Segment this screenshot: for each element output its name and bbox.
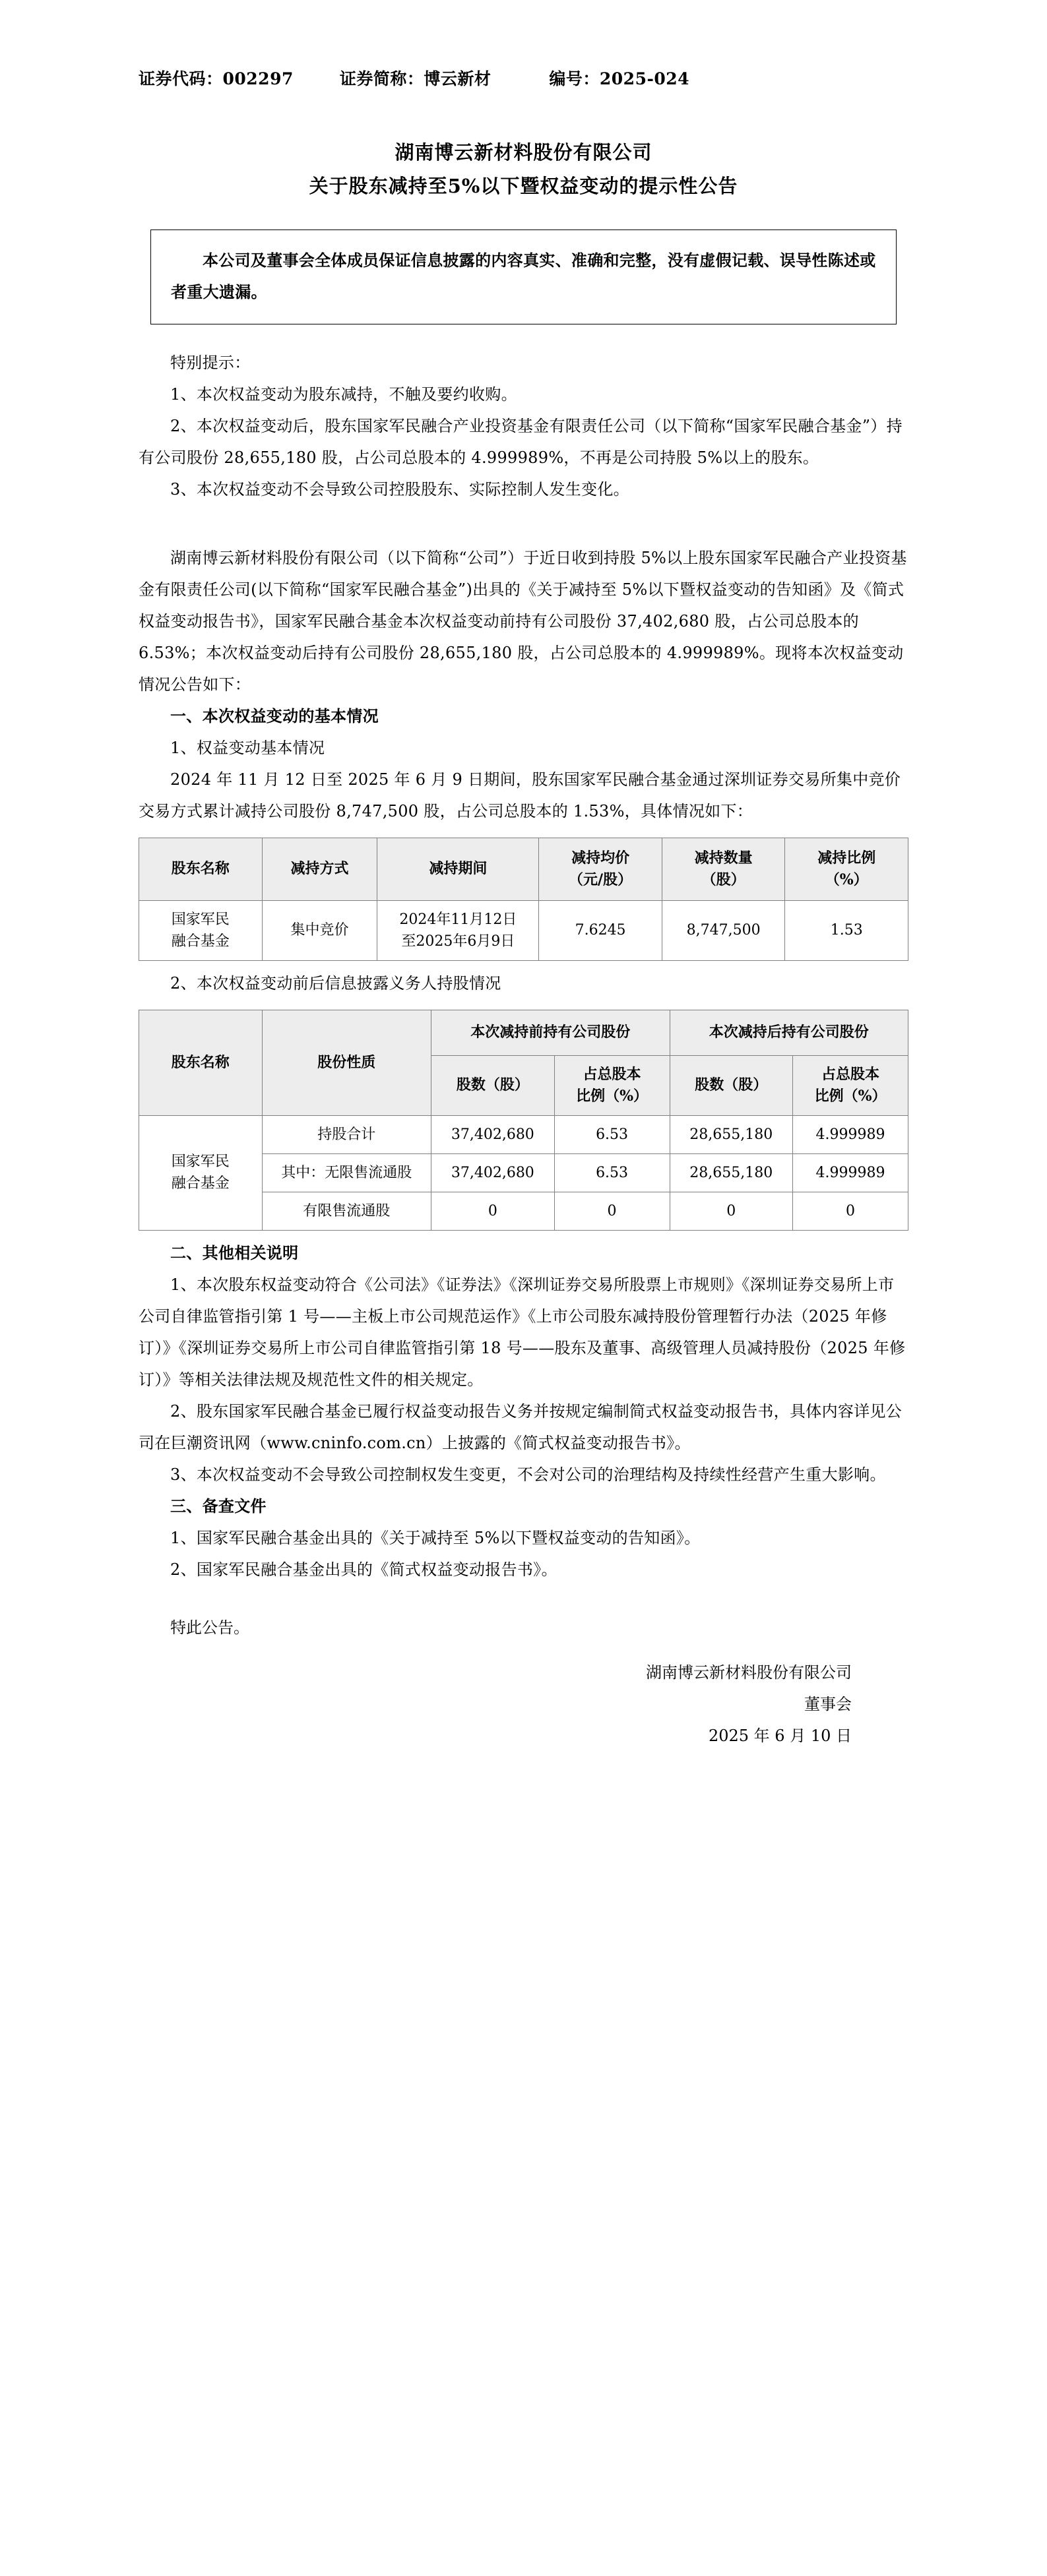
section-1-sub1-heading: 1、权益变动基本情况	[170, 738, 325, 757]
col-share-nature: 股份性质	[262, 1010, 431, 1115]
section-3-heading: 三、备查文件	[170, 1496, 267, 1516]
table-header-row-1	[139, 1010, 908, 1055]
document-header	[139, 66, 908, 90]
announcement-number: 编号：2025-024	[549, 69, 690, 88]
section-2-heading: 二、其他相关说明	[170, 1242, 299, 1262]
special-tips-section	[139, 347, 908, 505]
section-2-item: 3、本次权益变动不会导致公司控制权发生变更，不会对公司的治理结构及持续性经营产生重大影响。	[170, 1465, 886, 1484]
shareholder-name-line2: 融合基金	[171, 933, 230, 950]
signature-company: 湖南博云新材料股份有限公司	[646, 1663, 852, 1682]
special-tip-item: 3、本次权益变动不会导致公司控股股东、实际控制人发生变化。	[170, 479, 629, 499]
col-avg-price	[539, 838, 662, 900]
cell-after-shares: 28,655,180	[670, 1115, 793, 1153]
col-shareholder-name: 股东名称	[139, 1010, 263, 1115]
col-avg-price-line2: （元/股）	[569, 871, 633, 888]
spacer	[139, 505, 908, 542]
section-3-item: 2、国家军民融合基金出具的《简式权益变动报告书》。	[170, 1560, 557, 1579]
cell-share-nature: 其中：无限售流通股	[262, 1153, 431, 1192]
table-row	[139, 1115, 908, 1153]
cell-reduction-method: 集中竞价	[262, 900, 377, 960]
cell-after-ratio: 0	[793, 1192, 908, 1230]
page-title	[139, 136, 908, 203]
signature-block	[139, 1657, 908, 1752]
table-header-row	[139, 838, 908, 900]
col-after-ratio-line1: 占总股本	[821, 1065, 880, 1083]
cell-after-shares: 0	[670, 1192, 793, 1230]
col-group-before: 本次减持前持有公司股份	[431, 1010, 670, 1055]
intro-paragraph: 湖南博云新材料股份有限公司（以下简称“公司”）于近日收到持股 5%以上股东国家军民融合产业投资基金有限责任公司(以下简称“国家军民融合基金”)出具的《关于减持至 5%以下暨权益变动的告知函》及《简式权益变动报告书》，国家军民融合基金本次权益变动前持有公司股份 37,402,680 股，占公司总股本的 6.53%；本次权益变动后持有公司股份 28,655,180 股，占公司总股本的 4.999989%。现将本次权益变动情况公告如下：	[139, 548, 907, 694]
section-3-item: 1、国家军民融合基金出具的《关于减持至 5%以下暨权益变动的告知函》。	[170, 1528, 701, 1547]
cell-before-ratio: 6.53	[554, 1153, 670, 1192]
shareholder-name-line1: 国家军民	[171, 1153, 230, 1170]
closing-note: 特此公告。	[170, 1618, 249, 1637]
cell-avg-price: 7.6245	[539, 900, 662, 960]
cell-before-ratio: 0	[554, 1192, 670, 1230]
security-code: 证券代码：002297	[139, 69, 294, 88]
shareholder-name-line2: 融合基金	[171, 1175, 230, 1192]
intro-section	[139, 542, 908, 827]
section-1-sub1-paragraph: 2024 年 11 月 12 日至 2025 年 6 月 9 日期间，股东国家军民融合基金通过深圳证券交易所集中竞价交易方式累计减持公司股份 8,747,500 股，占公司总股本的 1.53%，具体情况如下：	[139, 770, 901, 820]
shareholder-name-line1: 国家军民	[171, 911, 230, 928]
col-before-ratio	[554, 1055, 670, 1115]
col-quantity	[662, 838, 785, 900]
special-tip-item: 1、本次权益变动为股东减持，不触及要约收购。	[170, 384, 517, 404]
col-before-ratio-line1: 占总股本	[583, 1065, 641, 1083]
signature-date: 2025 年 6 月 10 日	[708, 1726, 852, 1745]
period-line2: 至2025年6月9日	[401, 933, 515, 950]
col-after-ratio	[793, 1055, 908, 1115]
disclaimer-box	[150, 230, 897, 324]
col-before-ratio-line2: 比例（%）	[576, 1087, 648, 1105]
cell-after-ratio: 4.999989	[793, 1153, 908, 1192]
title-line-2: 关于股东减持至5%以下暨权益变动的提示性公告	[309, 174, 738, 197]
section-2	[139, 1237, 908, 1585]
section-2-item: 2、股东国家军民融合基金已履行权益变动报告义务并按规定编制简式权益变动报告书，具体内容详见公司在巨潮资讯网（www.cninfo.com.cn）上披露的《简式权益变动报告书》。	[139, 1401, 903, 1452]
cell-shareholder-name	[139, 1115, 263, 1230]
section-1-sub2-heading: 2、本次权益变动前后信息披露义务人持股情况	[170, 973, 501, 993]
holdings-before-after-table	[139, 1010, 908, 1231]
disclaimer-text: 本公司及董事会全体成员保证信息披露的内容真实、准确和完整，没有虚假记载、误导性陈述或者重大遗漏。	[171, 250, 876, 301]
cell-reduction-period	[377, 900, 539, 960]
special-tips-heading: 特别提示：	[170, 353, 251, 372]
reduction-summary-table	[139, 838, 908, 961]
col-avg-price-line1: 减持均价	[571, 849, 630, 867]
col-shareholder-name: 股东名称	[139, 838, 263, 900]
security-name: 证券简称：博云新材	[339, 69, 492, 88]
cell-share-nature: 持股合计	[262, 1115, 431, 1153]
col-quantity-line2: （股）	[701, 871, 746, 888]
special-tip-item: 2、本次权益变动后，股东国家军民融合产业投资基金有限责任公司（以下简称“国家军民融合基金”）持有公司股份 28,655,180 股，占公司总股本的 4.999989%，不再是公司持股 5%以上的股东。	[139, 416, 903, 467]
section-1-heading: 一、本次权益变动的基本情况	[170, 706, 379, 725]
signature-board: 董事会	[804, 1694, 852, 1713]
period-line1: 2024年11月12日	[399, 911, 517, 928]
table-row	[139, 900, 908, 960]
cell-share-nature: 有限售流通股	[262, 1192, 431, 1230]
cell-before-shares: 37,402,680	[431, 1153, 555, 1192]
section-2-item: 1、本次股东权益变动符合《公司法》《证券法》《深圳证券交易所股票上市规则》《深圳证券交易所上市公司自律监管指引第 1 号——主板上市公司规范运作》《上市公司股东减持股份管理暂行办法（2025 年修订）》《深圳证券交易所上市公司自律监管指引第 18 号——股东及董事、高级管理人员减持股份（2025 年修订）》等相关法律法规及规范性文件的相关规定。	[139, 1275, 906, 1389]
cell-after-ratio: 4.999989	[793, 1115, 908, 1153]
col-reduction-method: 减持方式	[262, 838, 377, 900]
cell-before-shares: 37,402,680	[431, 1115, 555, 1153]
cell-quantity: 8,747,500	[662, 900, 785, 960]
col-after-shares: 股数（股）	[670, 1055, 793, 1115]
col-ratio-line2: （%）	[825, 871, 868, 888]
col-reduction-period: 减持期间	[377, 838, 539, 900]
col-ratio-line1: 减持比例	[817, 849, 876, 867]
cell-before-shares: 0	[431, 1192, 555, 1230]
col-quantity-line1: 减持数量	[694, 849, 753, 867]
cell-after-shares: 28,655,180	[670, 1153, 793, 1192]
col-ratio	[785, 838, 908, 900]
col-after-ratio-line2: 比例（%）	[814, 1087, 887, 1105]
title-line-1: 湖南博云新材料股份有限公司	[395, 141, 652, 164]
cell-before-ratio: 6.53	[554, 1115, 670, 1153]
col-group-after: 本次减持后持有公司股份	[670, 1010, 908, 1055]
col-before-shares: 股数（股）	[431, 1055, 555, 1115]
section-1-sub2	[139, 967, 908, 999]
cell-ratio: 1.53	[785, 900, 908, 960]
cell-shareholder-name	[139, 900, 263, 960]
